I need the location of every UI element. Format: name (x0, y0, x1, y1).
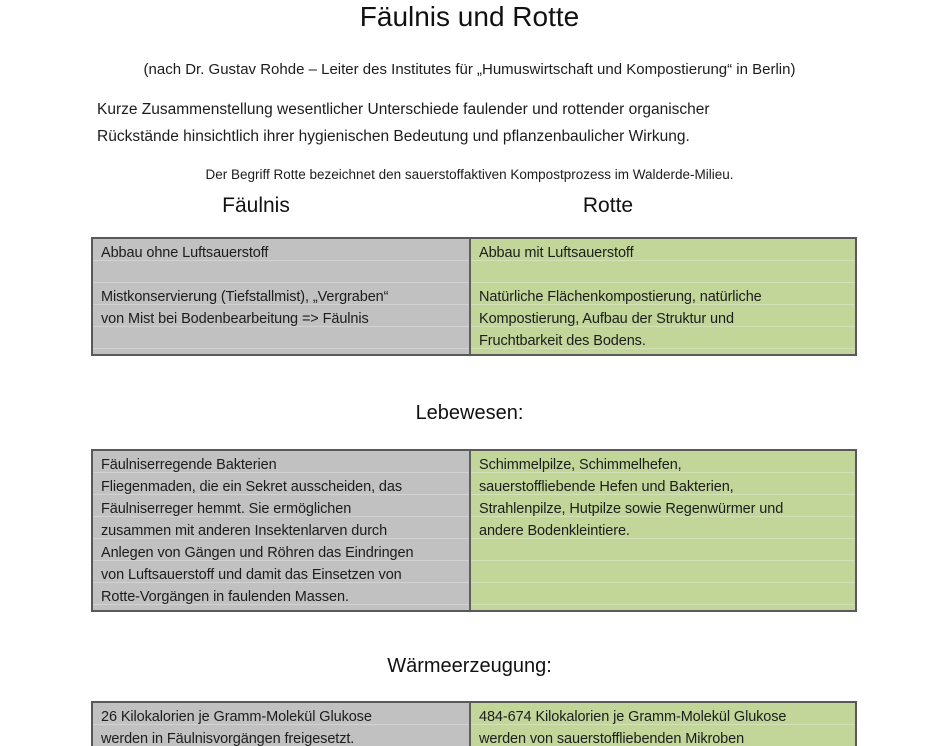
table-line: 484-674 Kilokalorien je Gramm-Molekül Glukose (479, 709, 787, 725)
table-line: Rotte-Vorgängen in faulenden Massen. (101, 589, 349, 605)
intro-line-2: Rückstände hinsichtlich ihrer hygienischen Bedeutung und pflanzenbaulicher Wirkung. (97, 128, 690, 145)
table-line: Natürliche Flächenkompostierung, natürliche (479, 289, 762, 305)
page-title: Fäulnis und Rotte (359, 1, 580, 32)
table-line: Fliegenmaden, die ein Sekret ausscheiden, das (101, 479, 402, 495)
table-line (479, 264, 847, 286)
table-line: von Luftsauerstoff und damit das Einsetzen von (101, 567, 402, 583)
comparison-table-waermeerzeugung (91, 701, 857, 746)
rotte-cell-lebewesen (471, 451, 855, 610)
table-line: Fäulniserregende Bakterien (101, 457, 277, 473)
table-line: von Mist bei Bodenbearbeitung => Fäulnis (101, 311, 369, 327)
section-heading-waermeerzeugung: Wärmeerzeugung: (387, 655, 552, 677)
table-line: Mistkonservierung (Tiefstallmist), „Vergraben“ (101, 289, 389, 305)
faeulnis-cell-waermeerzeugung (93, 703, 471, 746)
definition-note: Der Begriff Rotte bezeichnet den sauerstoffaktiven Kompostprozess im Walderde-Milieu. (205, 167, 734, 182)
table-line (101, 264, 461, 286)
table-line: werden von sauerstoffliebenden Mikroben (479, 731, 745, 746)
intro-paragraph (97, 96, 859, 150)
table-line: Fruchtbarkeit des Bodens. (479, 333, 646, 349)
table-line: Schimmelpilze, Schimmelhefen, (479, 457, 682, 473)
column-header-faeulnis: Fäulnis (222, 194, 290, 217)
faeulnis-cell-abbau (93, 239, 471, 354)
table-line: Fäulniserreger hemmt. Sie ermöglichen (101, 501, 352, 517)
table-line: Strahlenpilze, Hutpilze sowie Regenwürmer und (479, 501, 784, 517)
rotte-cell-abbau (471, 239, 855, 354)
column-header-rotte: Rotte (582, 194, 634, 217)
table-line: Anlegen von Gängen und Röhren das Eindringen (101, 545, 414, 561)
table-line: werden in Fäulnisvorgängen freigesetzt. (101, 731, 355, 746)
table-line: 26 Kilokalorien je Gramm-Molekül Glukose (101, 709, 372, 725)
table-line: zusammen mit anderen Insektenlarven durch (101, 523, 388, 539)
comparison-table-lebewesen (91, 449, 857, 612)
faeulnis-cell-lebewesen (93, 451, 471, 610)
section-heading-lebewesen: Lebewesen: (415, 402, 524, 424)
comparison-table-abbau (91, 237, 857, 356)
column-headers (80, 192, 784, 220)
table-line: andere Bodenkleintiere. (479, 523, 630, 539)
page-subtitle: (nach Dr. Gustav Rohde – Leiter des Institutes für „Humuswirtschaft und Kompostierung“ in Berlin) (143, 61, 796, 78)
intro-line-1: Kurze Zusammenstellung wesentlicher Unterschiede faulender und rottender organischer (97, 101, 710, 118)
table-line: Abbau ohne Luftsauerstoff (101, 245, 269, 261)
table-line: sauerstoffliebende Hefen und Bakterien, (479, 479, 734, 495)
table-line: Abbau mit Luftsauerstoff (479, 245, 634, 261)
rotte-cell-waermeerzeugung (471, 703, 855, 746)
table-line: Kompostierung, Aufbau der Struktur und (479, 311, 734, 327)
